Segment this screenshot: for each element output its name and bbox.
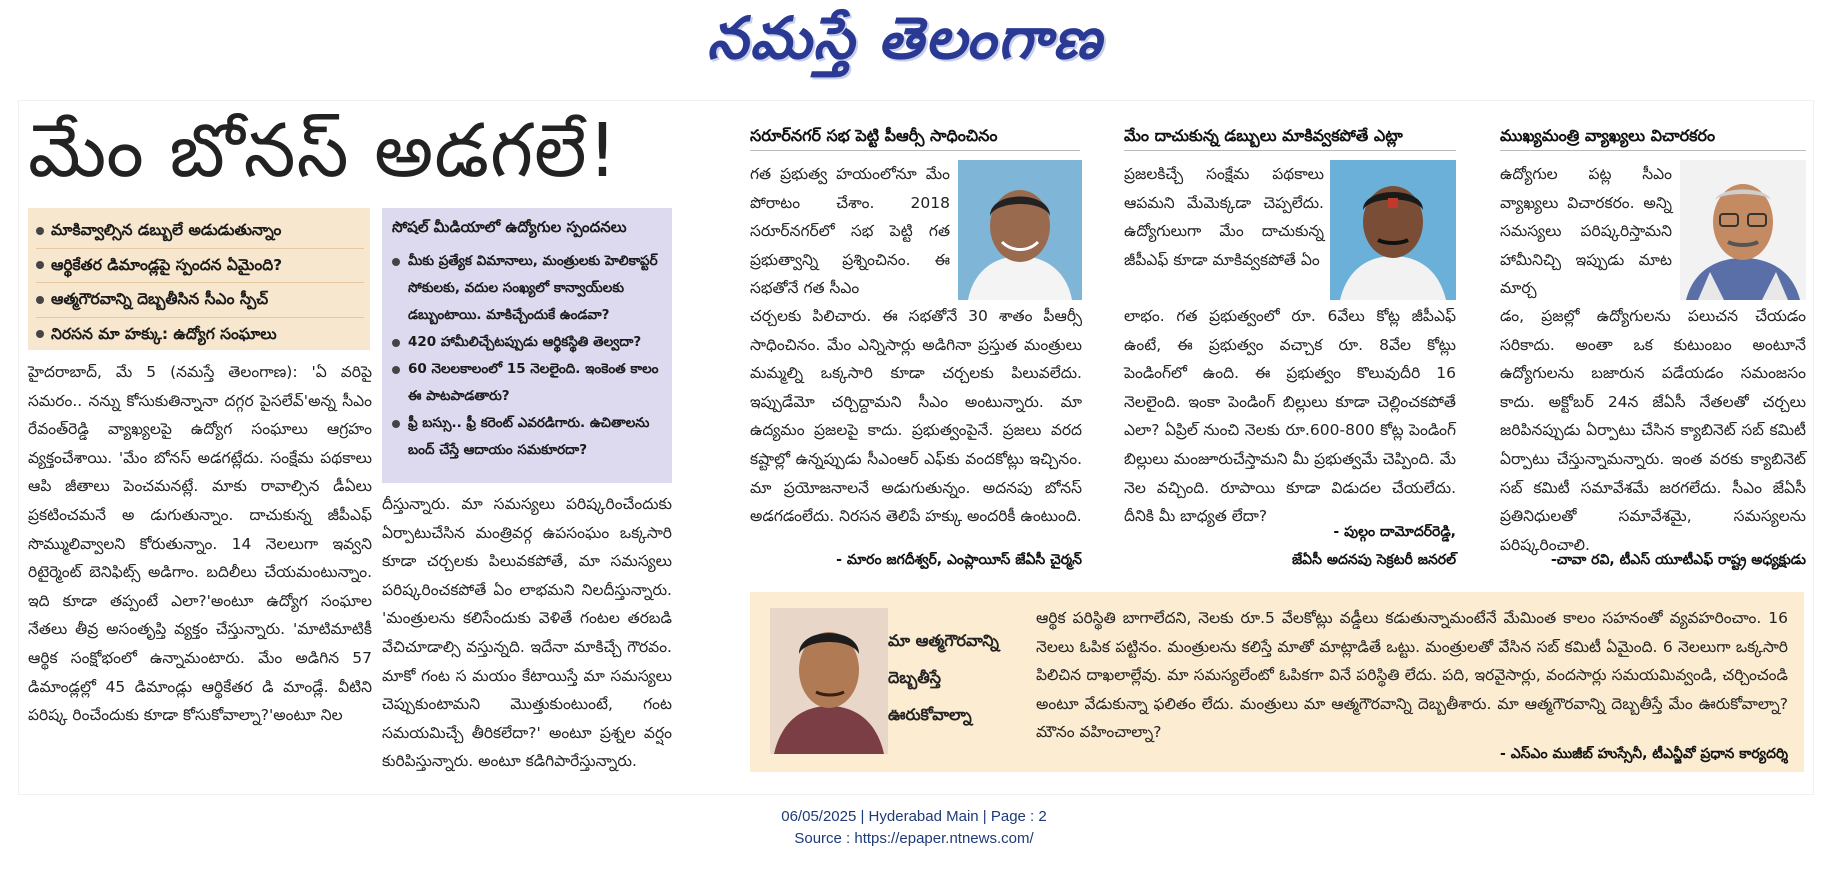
social-box-title: సోషల్ మీడియాలో ఉద్యోగుల స్పందనలు — [392, 218, 627, 236]
story3-body-top: ఉద్యోగుల పట్ల సీఎం వ్యాఖ్యలు విచారకరం. అన్ని సమస్యలు పరిష్కరిస్తామని హామీనిచ్చి ఇప్పుడు మాట మార్చ — [1500, 165, 1672, 298]
social-media-reactions-box — [382, 208, 672, 483]
main-article-column-2: దీస్తున్నారు. మా సమస్యలు పరిష్కరించేందుకు ఏర్పాటుచేసిన మంత్రివర్గ ఉపసంఘం ఒక్కసారి కూడా చర్చలకు పిలువకపోతే, మా సమస్యలు పరిష్కరించకపోతే ఏం లాభమని నిలదీస్తున్నారు. 'మంత్రులను కలిసేందుకు వెళితే గంటల తరబడి వేచిచూడాల్సి వస్తున్నది. ఇదేనా మాకిచ్చే గౌరవం. మాకో గంట స మయం కేటాయిస్తే మా సమస్యలు చెప్పుకుంటామని మొత్తుకుంటుంటే, గంట సమయమిచ్చే తీరికలేదా?' అంటూ ప్రశ్నల వర్షం కురిపిస్తున్నారు. అంటూ కడిగిపారేస్తున్నారు. — [382, 495, 672, 771]
bullet-icon — [36, 227, 44, 235]
story2-title: మేం దాచుకున్న డబ్బులు మాకివ్వకపోతే ఎట్లా — [1124, 126, 1403, 145]
portrait-icon — [1330, 160, 1456, 300]
story1-rule — [750, 150, 1080, 151]
story3-portrait-photo — [1680, 160, 1806, 300]
bullet-icon — [36, 261, 44, 269]
footer-source-line: Source : https://epaper.ntnews.com/ — [794, 830, 1034, 847]
quote-lead-text: మా ఆత్మగౌరవాన్ని దెబ్బతీస్తే ఊరుకోవాల్నా — [888, 631, 999, 724]
story3-signature: -చావా రవి, టీఎస్ యూటీఎఫ్ రాష్ట్ర అధ్యక్షుడు — [1550, 552, 1806, 568]
story2-body-bottom: లాభం. గత ప్రభుత్వంలో రూ. 6వేలు కోట్ల జీపీఎఫ్ ఉంటే, ఈ ప్రభుత్వం వచ్చాక రూ. 8వేల కోట్లు పెండింగ్‌లో ఉంది. ఈ ప్రభుత్వం కొలువుదీరి 16 నెలలైంది. ఇంకా పెండింగ్ బిల్లులు కూడా చెల్లించకపోతే ఎలా? ఏప్రిల్ నుంచి నెలకు రూ.600-800 కోట్ల పెండింగ్ బిల్లులు మంజూరుచేస్తామని మీ ప్రభుత్వమే చెప్పింది. మే నెల వచ్చింది. రూపాయి కూడా విడుదల చేయలేదు. దీనికి మీ బాధ్యత లేదా? — [1124, 307, 1456, 526]
highlight-item: ఆత్మగౌరవాన్ని దెబ్బతీసిన సీఎం స్పీచ్ — [36, 283, 364, 318]
portrait-icon — [1680, 160, 1806, 300]
quote-portrait-photo — [770, 608, 888, 754]
story1-signature: - మారం జగదీశ్వర్, ఎంప్లాయీస్ జేఏసీ చైర్మన్ — [836, 552, 1082, 568]
story3-body-bottom: డం, ప్రజల్లో ఉద్యోగులను పలుచన చేయడం సరికాదు. అంతా ఒక కుటుంబం అంటూనే ఉద్యోగులను బజారున పడేయడం సమంజసం కాదు. అక్టోబర్ 24న జేఏసీ నేతలతో చర్చలు జరిపినప్పుడు ఏర్పాటు చేసిన క్యాబినెట్ సబ్ కమిటీ ఏర్పాటు చేస్తున్నామన్నారు. ఇంత వరకు క్యాబినెట్ సబ్ కమిటీ సమావేశమే జరగలేదు. సీఎం జేఏసీ ప్రతినిధులతో సమావేశమై, సమస్యలను పరిష్కరించాలి. — [1500, 307, 1806, 554]
social-item: 420 హామీలిచ్చేటప్పుడు ఆర్థికస్థితి తెల్వదా? — [392, 329, 664, 356]
highlight-item: మాకివ్వాల్సిన డబ్బులే అడుడుతున్నాం — [36, 214, 364, 249]
portrait-icon — [958, 160, 1082, 300]
main-article-column-1: హైదరాబాద్, మే 5 (నమస్తే తెలంగాణ): 'ఏ వరిపై సమరం.. నన్ను కోసుకుతిన్నానా దగ్గర పైసలేవ్'అన్న సీఎం రేవంత్‌రెడ్డి వ్యాఖ్యలపై ఉద్యోగ సంఘాలు ఆగ్రహం వ్యక్తంచేశాయి. 'మేం బోనస్ అడగట్లేదు. సంక్షేమ పథకాలు ఆపి జీతాలు పెంచమనట్లే. మాకు రావాల్సిన డీఏలు ప్రకటించమనే అ డుగుతున్నాం. దాచుకున్న జీపీఎఫ్ సొమ్ములివ్వాలని కోరుతున్నాం. 14 నెలలుగా ఇవ్వని రిటైర్మెంట్ బెనిఫిట్స్ అడిగాం. బదిలీలు చేయమంటున్నాం. ఇది కూడా తప్పంటే ఎలా?'అంటూ ఉద్యోగ సంఘాల నేతలు తీవ్ర అసంతృప్తి వ్యక్తం చేస్తున్నారు. 'మాటిమాటికీ ఆర్థిక సంక్షోభంలో ఉన్నామంటారు. మేం అడిగిన 57 డిమాండ్లల్లో 45 డిమాండ్లు ఆర్థికేతర డి మాండ్లే. వీటిని పరిష్క రించేందుకు కూడా కోసుకోవాల్నా?'అంటూ నిల — [28, 363, 372, 725]
story1-title: సరూర్‌నగర్ సభ పెట్టి పీఆర్సీ సాధించినం — [750, 126, 998, 145]
social-list — [392, 248, 664, 464]
social-item: ఫ్రీ బస్సు.. ఫ్రీ కరెంట్ ఎవరడిగారు. ఉచితాలను బంద్ చేస్తే ఆదాయం సమకూరదా? — [392, 410, 664, 464]
story3-title: ముఖ్యమంత్రి వ్యాఖ్యలు విచారకరం — [1500, 126, 1716, 145]
story1-portrait-photo — [958, 160, 1082, 300]
story2-signature-name: - పుల్గం దామోదర్‌రెడ్డి, — [1333, 524, 1456, 540]
bullet-icon — [36, 330, 44, 338]
footer-edition-line: 06/05/2025 | Hyderabad Main | Page : 2 — [781, 808, 1047, 825]
quote-body-text: ఆర్థిక పరిస్థితి బాగాలేదని, నెలకు రూ.5 వేలకోట్లు వడ్డీలు కడుతున్నామంటేనే మేమింత కాలం సహనంతో వ్యవహరించాం. 16 నెలలు ఓపిక పట్టినం. మంత్రులను కలిస్తే మాతో మాట్లాడితే ఒట్టు. మంత్రులతో వేసిన సబ్ కమిటీ ఏమైంది. 6 నెలలుగా ఒక్కసారి పిలిచిన దాఖలాల్లేవు. మా సమస్యలేంటో ఓపికగా వినే పరిస్థితి లేదు. పది, ఇరవైసార్లు, వందసార్లు సమయమివ్వండి, చర్చించండి అంటూ వేడుకున్నా ఫలితం లేదు. మంత్రులు మా ఆత్మగౌరవాన్ని దెబ్బతీశారు. మా ఆత్మగౌరవాన్ని దెబ్బతీస్తే మేం ఊరుకోవాల్నా? మౌనం వహించాల్నా? — [1036, 609, 1788, 741]
social-item: 60 నెలలకాలంలో 15 నెలలైంది. ఇంకెంత కాలం ఈ పాటపాడతారు? — [392, 356, 664, 410]
quote-signature: - ఎస్‌ఎం ముజీబ్ హుస్సేనీ, టీఎన్జీవో ప్రధాన కార్యదర్శి — [1500, 746, 1788, 762]
story2-body-top: ప్రజలకిచ్చే సంక్షేమ పథకాలు ఆపమని మేమెక్కడా చెప్పలేదు. ఉద్యోగులుగా మేం దాచుకున్న జీపీఎఫ్ కూడా మాకివ్వకపోతే ఏం — [1124, 165, 1324, 269]
portrait-icon — [770, 608, 888, 754]
highlight-item: ఆర్థికేతర డిమాండ్లపై స్పందన ఏమైంది? — [36, 249, 364, 284]
bullet-icon — [36, 296, 44, 304]
masthead-logo-text: నమస్తే తెలంగాణ — [707, 3, 1103, 72]
highlight-item: నిరసన మా హక్కు: ఉద్యోగ సంఘాలు — [36, 318, 364, 352]
story2-portrait-photo — [1330, 160, 1456, 300]
story1-body-bottom: చర్చలకు పిలిచారు. ఈ సభతోనే 30 శాతం పీఆర్సీ సాధించినం. మేం ఎన్నిసార్లు అడిగినా ప్రస్తుత మంత్రులు మమ్మల్ని ఒక్కసారి కూడా చర్చలకు పిలువలేదు. ఇప్పుడేమో చర్చిద్దామని సీఎం అంటున్నారు. మా ఉద్యమం ప్రజలపై కాదు. ప్రభుత్వంపైనే. ప్రజలు వరద కష్టాల్లో ఉన్నప్పుడు సీఎంఆర్ ఎఫ్‌కు వందకోట్లు ఇచ్చినం. మా ప్రయోజనాలనే అడుగుతున్నం. అదనపు బోనస్ అడగడంలేదు. నిరసన తెలిపే హక్కు అందరికీ ఉంటుంది. — [750, 307, 1082, 526]
story2-signature-role: జేఏసీ అదనపు సెక్రటరీ జనరల్ — [1291, 552, 1456, 568]
story1-body-top: గత ప్రభుత్వ హయంలోనూ మేం పోరాటం చేశాం. 2018 సరూర్‌నగర్‌లో సభ పెట్టి గత ప్రభుత్వాన్ని ప్రశ్నించినం. ఈ సభతోనే గత సీఎం — [750, 165, 950, 298]
bullet-icon — [392, 339, 400, 347]
bullet-icon — [392, 366, 400, 374]
bullet-icon — [392, 258, 400, 266]
newspaper-masthead — [690, 4, 1120, 86]
story3-rule — [1500, 150, 1806, 151]
story2-rule — [1124, 150, 1456, 151]
highlights-box — [28, 208, 370, 350]
main-headline: మేం బోనస్ అడగలే! — [28, 108, 619, 194]
social-item: మీకు ప్రత్యేక విమానాలు, మంత్రులకు హెలికాప్టర్ సోకులకు, వదుల సంఖ్యలో కాన్వాయ్‌లకు డబ్బుంటాయి. మాకిచ్చేందుకే ఉండవా? — [392, 248, 664, 329]
bullet-icon — [392, 420, 400, 428]
